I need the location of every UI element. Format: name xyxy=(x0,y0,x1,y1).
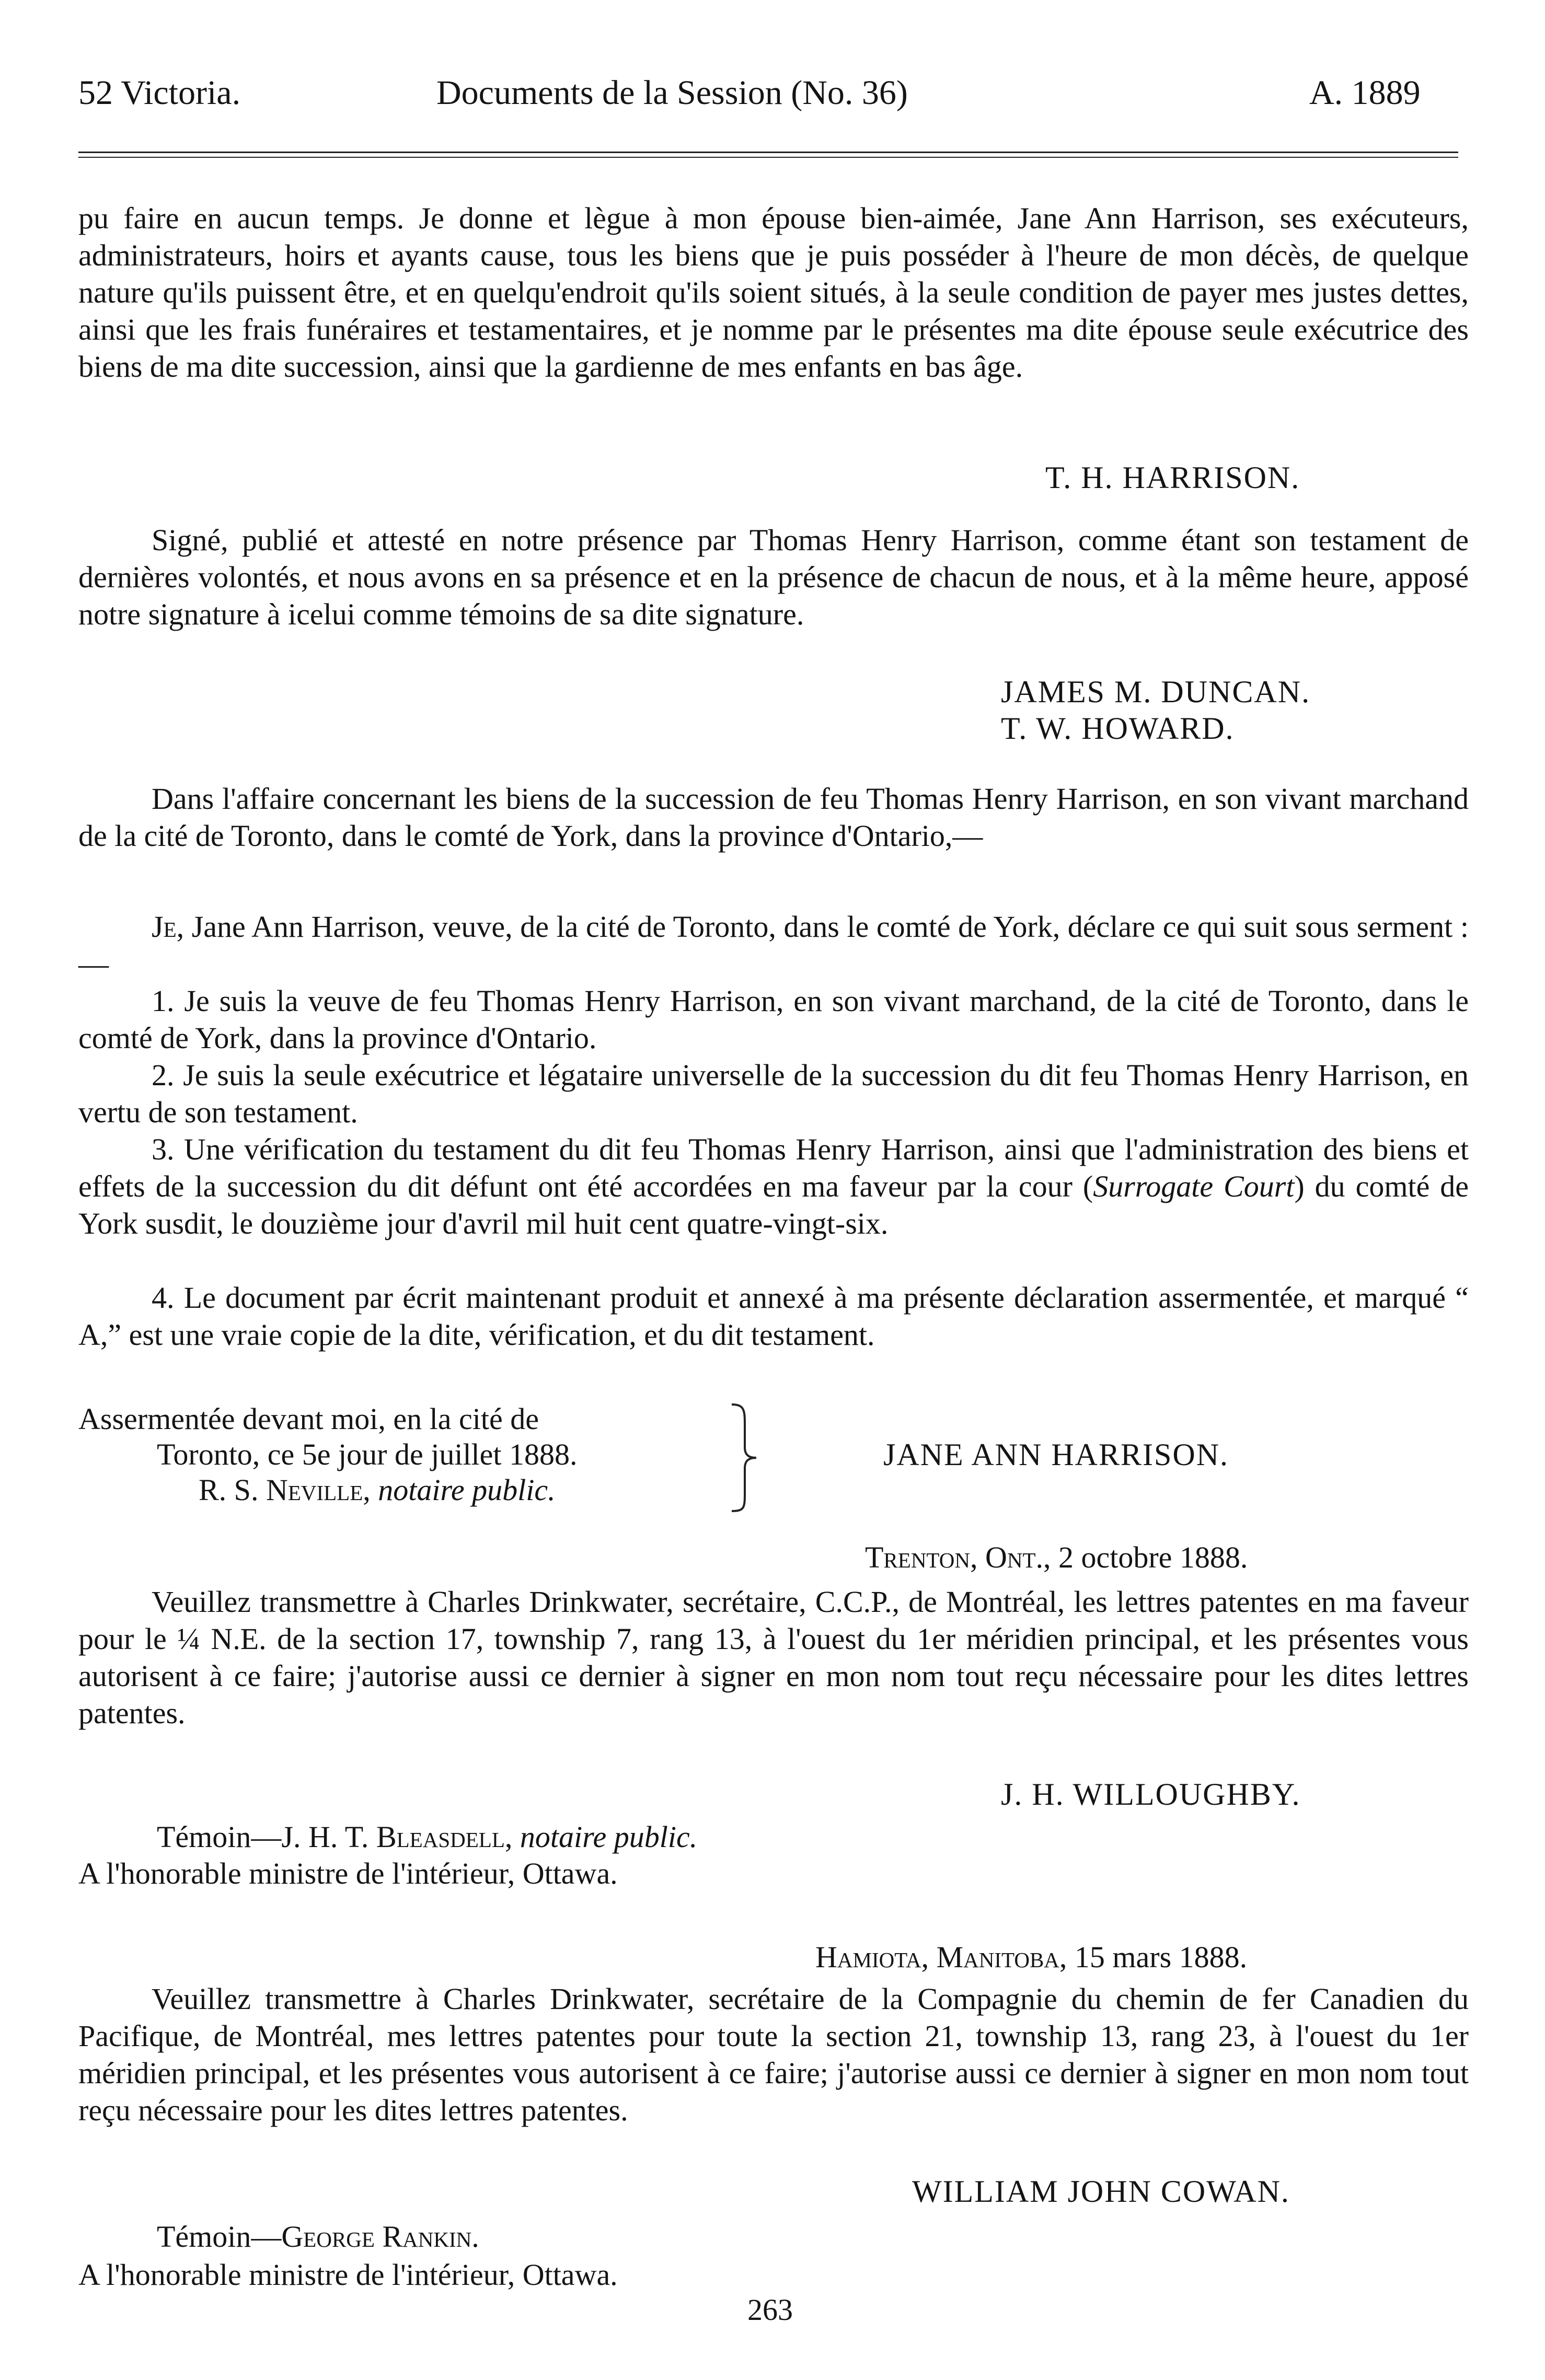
jurat-brace xyxy=(724,1400,760,1515)
attestation-paragraph xyxy=(78,521,1469,633)
will-text: pu faire en aucun temps. Je donne et lègue à mon épouse bien-aimée, Jane Ann Harrison, ses exécuteurs, administrateurs, hoirs et ayants cause, tous les biens que je puis posséder à l'heure de mon décès, de quelque nature qu'ils puissent être, et en quelqu'endroit qu'ils soient situés, à la seule condition de payer mes justes dettes, ainsi que les frais funéraires et testamentaires, et je nomme par le présentes ma dite épouse seule exécutrice des biens de ma dite succession, ainsi que la gardienne de mes enfants en bas âge. xyxy=(78,201,1469,384)
surrogate-court: Surrogate Court xyxy=(1093,1169,1295,1203)
jurat-line-2: Toronto, ce 5e jour de juillet 1888. xyxy=(157,1437,578,1471)
declaration-item-3: 3. Une vérification du testament du dit feu Thomas Henry Harrison, ainsi que l'administration des biens et effets de la succession du dit défunt ont été accordées en ma faveur par la cour (Surrogate Court) du comté de York susdit, le douzième jour d'avril mil huit cent quatre-vingt-six. xyxy=(78,1132,1469,1240)
oath-text: , Jane Ann Harrison, veuve, de la cité de Toronto, dans le comté de York, déclare ce qui suit sous serment :— xyxy=(78,910,1469,981)
witness-james-duncan: JAMES M. DUNCAN. xyxy=(1001,675,1311,709)
addressee-hamiota: A l'honorable ministre de l'intérieur, Ottawa. xyxy=(78,2258,618,2292)
will-paragraph xyxy=(78,200,1469,385)
header-left: 52 Victoria. xyxy=(78,74,241,112)
declaration-oath xyxy=(78,908,1469,982)
signature-th-harrison: T. H. HARRISON. xyxy=(1045,460,1300,495)
witness-rankin: Témoin—George Rankin. xyxy=(157,2220,479,2254)
page-number: 263 xyxy=(747,2293,793,2327)
attestation-text: Signé, publié et attesté en notre présence par Thomas Henry Harrison, comme étant son testament de dernières volontés, et nous avons en sa présence et en la présence de chacun de nous, et à la même heure, apposé notre signature à icelui comme témoins de sa dite signature. xyxy=(78,523,1469,631)
signature-william-john-cowan: WILLIAM JOHN COWAN. xyxy=(912,2174,1290,2209)
header-center: Documents de la Session (No. 36) xyxy=(436,74,908,112)
declaration-item-2: 2. Je suis la seule exécutrice et légataire universelle de la succession du dit feu Thomas Henry Harrison, en vertu de son testament. xyxy=(78,1058,1469,1129)
oath-je: Je xyxy=(152,910,177,944)
signature-jh-willoughby: J. H. WILLOUGHBY. xyxy=(1001,1777,1301,1812)
addressee-trenton: A l'honorable ministre de l'intérieur, Ottawa. xyxy=(78,1856,618,1890)
declaration-item-4: 4. Le document par écrit maintenant produit et annexé à ma présente déclaration assermentée, et marqué “ A,” est une vraie copie de la dite, vérification, et du dit testament. xyxy=(78,1281,1469,1352)
header-rule-top xyxy=(78,152,1458,153)
witness-bleasdell: Témoin—J. H. T. Bleasdell, notaire public. xyxy=(157,1820,698,1854)
trenton-paragraph: Veuillez transmettre à Charles Drinkwater, secrétaire, C.C.P., de Montréal, les lettres patentes en ma faveur pour le ¼ N.E. de la section 17, township 7, rang 13, à l'ouest du 1er méridien principal, et les présentes vous autorisent à ce faire; j'autorise aussi ce dernier à signer en mon nom tout reçu nécessaire pour les dites lettres patentes. xyxy=(78,1585,1469,1730)
declaration-item-1: 1. Je suis la veuve de feu Thomas Henry Harrison, en son vivant marchand, de la cité de Toronto, dans le comté de York, dans la province d'Ontario. xyxy=(78,984,1469,1055)
header-right: A. 1889 xyxy=(1309,74,1421,112)
dateline-hamiota: Hamiota, Manitoba, 15 mars 1888. xyxy=(815,1940,1248,1974)
signature-jane-ann-harrison: JANE ANN HARRISON. xyxy=(883,1437,1229,1472)
dateline-trenton: Trenton, Ont., 2 octobre 1888. xyxy=(865,1540,1248,1574)
witness-tw-howard: T. W. HOWARD. xyxy=(1001,711,1235,746)
declaration-intro: Dans l'affaire concernant les biens de la succession de feu Thomas Henry Harrison, en son vivant marchand de la cité de Toronto, dans le comté de York, dans la province d'Ontario,— xyxy=(78,782,1469,853)
jurat-line-1: Assermentée devant moi, en la cité de xyxy=(78,1402,539,1436)
hamiota-paragraph: Veuillez transmettre à Charles Drinkwater, secrétaire de la Compagnie du chemin de fer Canadien du Pacifique, de Montréal, mes lettres patentes pour toute la section 21, township 13, rang 23, à l'ouest du 1er méridien principal, et les présentes vous autorisent à ce faire; j'autorise aussi ce dernier à signer en mon nom tout reçu nécessaire pour les dites lettres patentes. xyxy=(78,1982,1469,2127)
jurat-notary: R. S. Neville, notaire public. xyxy=(199,1473,556,1507)
header-rule-bottom xyxy=(78,157,1458,158)
